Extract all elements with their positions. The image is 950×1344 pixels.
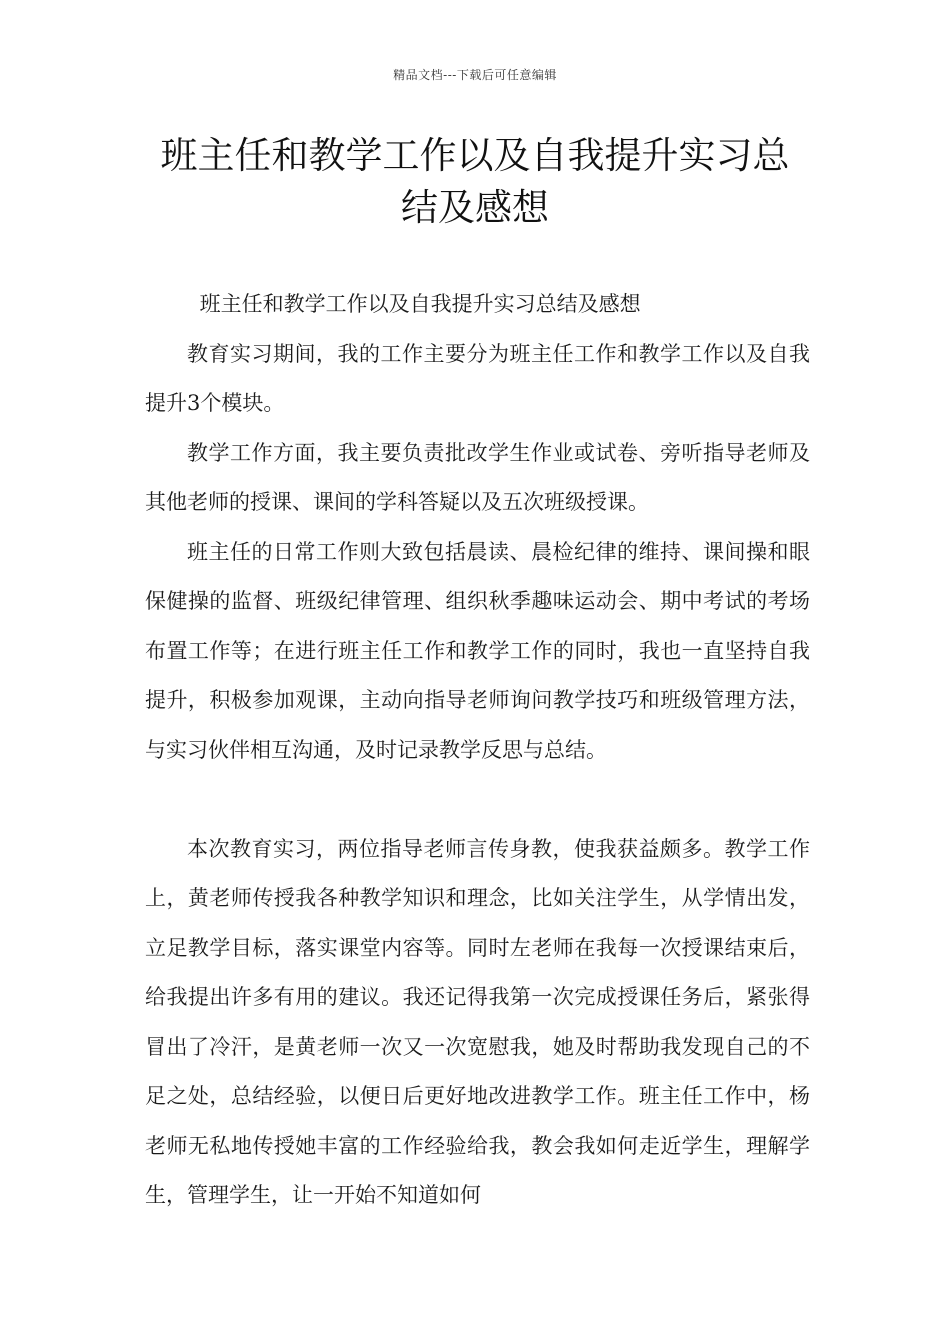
document-title — [120, 130, 830, 234]
body-paragraph: 教育实习期间，我的工作主要分为班主任工作和教学工作以及自我提升3个模块。 — [145, 341, 810, 415]
body-paragraph: 教学工作方面，我主要负责批改学生作业或试卷、旁听指导老师及其他老师的授课、课间的学科答疑以及五次班级授课。 — [145, 440, 810, 514]
subtitle-paragraph: 班主任和教学工作以及自我提升实习总结及感想 — [199, 292, 641, 316]
header-note: 精品文档---下载后可任意编辑 — [393, 68, 557, 82]
body-paragraph: 班主任的日常工作则大致包括晨读、晨检纪律的维持、课间操和眼保健操的监督、班级纪律管理、组织秋季趣味运动会、期中考试的考场布置工作等；在进行班主任工作和教学工作的同时，我也一直坚持自我提升，积极参加观课，主动向指导老师询问教学技巧和班级管理方法，与实习伙伴相互沟通，及时记录教学反思与总结。 — [145, 539, 810, 762]
title-line-2: 结及感想 — [401, 186, 549, 229]
title-line-1: 班主任和教学工作以及自我提升实习总 — [160, 134, 790, 177]
document-body — [145, 280, 810, 1221]
body-paragraph: 本次教育实习，两位指导老师言传身教，使我获益颇多。教学工作上，黄老师传授我各种教学知识和理念，比如关注学生，从学情出发，立足教学目标，落实课堂内容等。同时左老师在我每一次授课结束后，给我提出许多有用的建议。我还记得我第一次完成授课任务后，紧张得冒出了冷汗，是黄老师一次又一次宽慰我，她及时帮助我发现自己的不足之处，总结经验，以便日后更好地改进教学工作。班主任工作中，杨老师无私地传授她丰富的工作经验给我，教会我如何走近学生，理解学生，管理学生，让一开始不知道如何 — [145, 836, 810, 1207]
